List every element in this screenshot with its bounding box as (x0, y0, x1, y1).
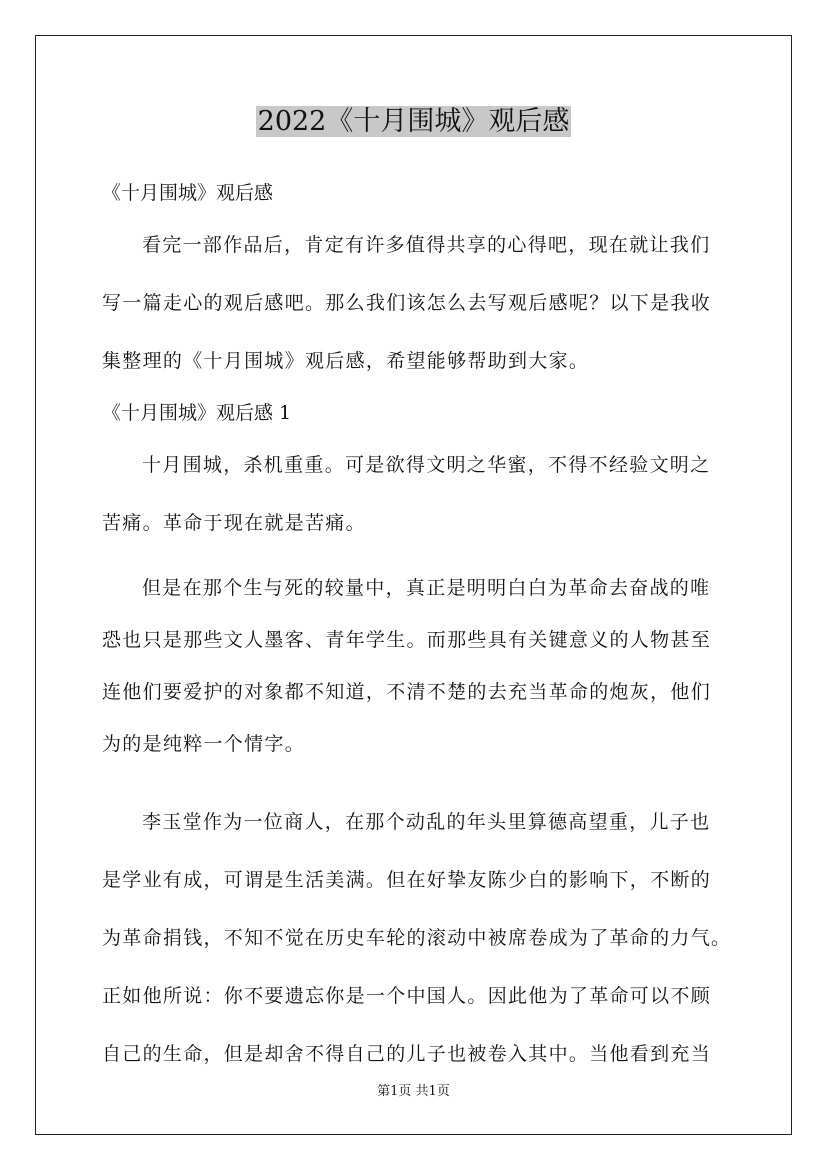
document-title (0, 102, 827, 142)
paragraph2-line-4: 为的是纯粹一个情字。 (102, 733, 306, 755)
section-heading: 《十月围城》观后感 1 (102, 402, 292, 424)
document-body (102, 174, 732, 1073)
document-title-text: 2022《十月围城》观后感 (257, 106, 570, 137)
paragraph1-line-2: 苦痛。革命于现在就是苦痛。 (102, 512, 366, 534)
paragraph3-line-1: 李玉堂作为一位商人，在那个动乱的年头里算德高望重，儿子也 (142, 811, 711, 833)
subtitle: 《十月围城》观后感 (102, 182, 274, 204)
paragraph2-line-3: 连他们要爱护的对象都不知道，不清不楚的去充当革命的炮灰，他们 (102, 681, 712, 703)
paragraph3-line-4: 正如他所说：你不要遗忘你是一个中国人。因此他为了革命可以不顾 (102, 985, 712, 1007)
paragraph2-line-1: 但是在那个生与死的较量中，真正是明明白白为革命去奋战的唯 (142, 577, 711, 599)
paragraph3-line-2: 是学业有成，可谓是生活美满。但在好挚友陈少白的影响下，不断的 (102, 869, 712, 891)
paragraph2-line-2: 恐也只是那些文人墨客、青年学生。而那些具有关键意义的人物甚至 (102, 629, 712, 651)
page-number: 第1页 共1页 (377, 1084, 450, 1099)
paragraph1-line-1: 十月围城，杀机重重。可是欲得文明之华蜜，不得不经验文明之 (142, 454, 711, 476)
paragraph3-line-5: 自己的生命，但是却舍不得自己的儿子也被卷入其中。当他看到充当 (102, 1043, 712, 1065)
paragraph3-line-3: 为革命捐钱，不知不觉在历史车轮的滚动中被席卷成为了革命的力气。 (102, 927, 732, 949)
intro-line-3: 集整理的《十月围城》观后感，希望能够帮助到大家。 (102, 350, 590, 372)
intro-line-1: 看完一部作品后，肯定有许多值得共享的心得吧，现在就让我们 (142, 234, 711, 256)
page-footer (0, 1083, 827, 1101)
intro-line-2: 写一篇走心的观后感吧。那么我们该怎么去写观后感呢？以下是我收 (102, 292, 712, 314)
